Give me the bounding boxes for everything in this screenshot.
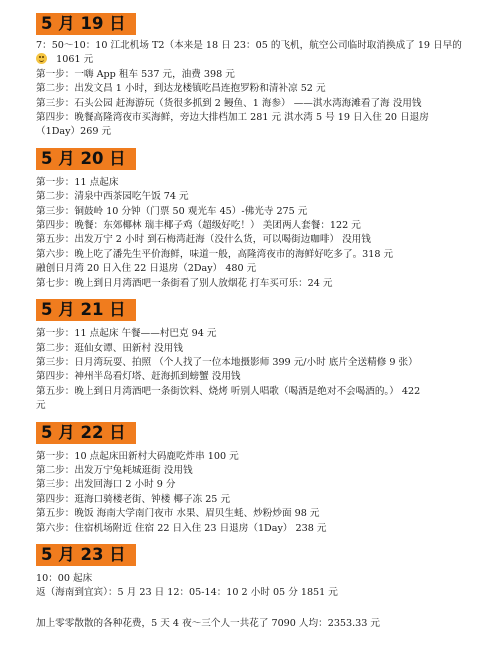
text-line: 第六步：住宿机场附近 住宿 22 日入住 23 日退房（1Day） 238 元 (36, 522, 327, 534)
text-line: 返（海南到宜宾）：5 月 23 日 12：05-14：10 2 小时 05 分 1851 元 (36, 587, 338, 599)
text-line: 第三步：铜鼓岭 10 分钟（门票 50 观光车 45）-佛光寺 275 元 (36, 205, 308, 217)
day-section-20 (0, 148, 500, 291)
text-line: 10：00 起床 (36, 572, 93, 584)
day-heading: 5 月 21 日 (36, 299, 136, 321)
text-line: 融创日月湾 20 日入住 22 日退房（2Day） 480 元 (36, 263, 257, 275)
total-cost-summary: 加上零零散散的各种花费，5 天 4 夜～三个人一共花了 7090 人均：2353.33 元 (36, 617, 381, 629)
text-line: 第一步：一嗨 App 租车 537 元，油费 398 元 (36, 68, 235, 80)
text-line: 第一步：11 点起床 午餐——村巴克 94 元 (36, 328, 217, 340)
day-section-19 (0, 13, 500, 140)
text-line: 第四步：晚餐：东郊椰林 瑞丰椰子鸡（超级好吃！） 美团两人套餐：122 元 (36, 220, 361, 232)
text-line: 第二步：逛仙女谭、田新村 没用钱 (36, 342, 183, 354)
text-line: 第二步：清泉中西茶园吃午饭 74 元 (36, 191, 189, 203)
text-line: 第一步：11 点起床 (36, 176, 119, 188)
text-line: 第三步：日月湾玩耍、拍照 （个人找了一位本地摄影师 399 元/小时 底片全送精修 9 张） (36, 356, 418, 368)
day-heading: 5 月 20 日 (36, 148, 136, 170)
text-line: 第四步：晚餐高隆湾夜市买海鲜，旁边大排档加工 281 元 淇水湾 5 号 19 日入住 20 日退房 (36, 112, 429, 124)
text-line: 第二步：出发文昌 1 小时，到达龙楼镇吃昌连抱罗粉和清补凉 52 元 (36, 83, 326, 95)
text-line: 第三步：石头公园 赶海游玩（货很多抓到 2 鳗鱼、1 海参） ——淇水湾海滩看了海 没用钱 (36, 97, 422, 109)
text-line: 第三步：出发回海口 2 小时 9 分 (36, 479, 176, 491)
day-section-22 (0, 422, 500, 536)
text-line: 第五步：出发万宁 2 小时 到石梅湾赶海（没什么货，可以喝街边咖啡） 没用钱 (36, 234, 371, 246)
text-line: 7：50～10：10 江北机场 T2（本来是 18 日 23：05 的飞机，航空公司临时取消换成了 19 日早的 (36, 40, 462, 51)
day-heading: 5 月 22 日 (36, 422, 136, 444)
text-line: 元 (36, 400, 46, 412)
day-section-23 (0, 544, 500, 601)
text-line: （1Day）269 元 (36, 126, 112, 138)
text-line: 第五步：晚上到日月湾酒吧一条街饮料、烧烤 听别人唱歌（喝酒是绝对不会喝酒的。） 422 (36, 385, 421, 397)
day-heading: 5 月 19 日 (36, 13, 136, 35)
smiling-face-emoji-icon (36, 53, 47, 64)
text-line: 第二步：出发万宁兔耗城逛街 没用钱 (36, 464, 193, 476)
text-line: 第五步：晚饭 海南大学南门夜市 水果、眉贝生蚝、炒粉炒面 98 元 (36, 508, 320, 520)
day-heading: 5 月 23 日 (36, 544, 136, 566)
text-line: 第一步：10 点起床田新村大码鹿吃炸串 100 元 (36, 450, 239, 462)
text-line: 第七步：晚上到日月湾酒吧一条街看了别人放烟花 打车买可乐：24 元 (36, 277, 333, 289)
day-section-21 (0, 299, 500, 413)
text-line-part: 1061 元 (56, 54, 94, 66)
text-line: 第四步：逛海口骑楼老街、钟楼 椰子冻 25 元 (36, 493, 231, 505)
text-line: 第六步：晚上吃了潘先生平价海鲜，味道一般，高隆湾夜市的海鲜好吃多了。318 元 (36, 248, 394, 260)
text-line: 第四步：神州半岛看灯塔、赶海抓到螃蟹 没用钱 (36, 371, 241, 383)
text-line (0, 53, 500, 67)
